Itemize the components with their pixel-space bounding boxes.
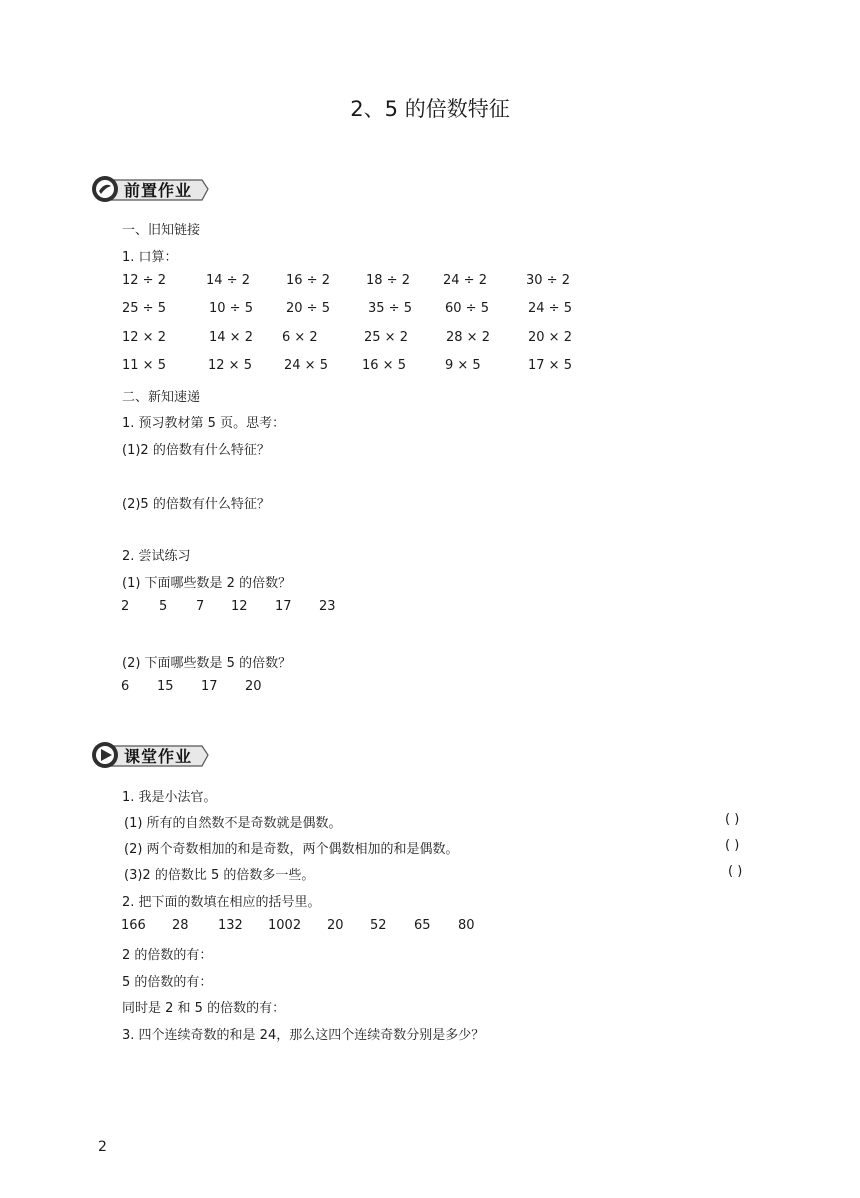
calc-cell: 12 × 5 [208, 358, 252, 373]
try1-number-list [121, 599, 361, 617]
calc-cell: 25 × 2 [364, 330, 408, 345]
calc-cell: 60 ÷ 5 [445, 301, 489, 316]
section-banner-class-homework [90, 740, 210, 770]
judge-statement-3: (3)2 的倍数比 5 的倍数多一些。 [124, 868, 315, 883]
number-item: 65 [414, 918, 431, 933]
calc-cell: 16 × 5 [362, 358, 406, 373]
number-item: 23 [319, 599, 336, 614]
number-item: 52 [370, 918, 387, 933]
number-item: 166 [121, 918, 146, 933]
calc-cell: 11 × 5 [122, 358, 166, 373]
try-question-2: (2) 下面哪些数是 5 的倍数？ [122, 656, 292, 671]
number-item: 28 [172, 918, 189, 933]
answer-paren-2[interactable]: ( ) [725, 838, 740, 853]
answer-paren-3[interactable]: ( ) [728, 864, 743, 879]
fill-multiples-of-2: 2 的倍数的有： [122, 948, 213, 963]
calc-cell: 25 ÷ 5 [122, 301, 166, 316]
number-item: 132 [218, 918, 243, 933]
number-item: 12 [231, 599, 248, 614]
judge-statement-1: (1) 所有的自然数不是奇数就是偶数。 [124, 816, 342, 831]
number-item: 20 [245, 679, 262, 694]
calc-cell: 28 × 2 [446, 330, 490, 345]
answer-paren-1[interactable]: ( ) [725, 812, 740, 827]
banner-text: 课堂作业 [124, 747, 193, 766]
section-banner-pre-homework [90, 174, 210, 204]
calc-cell: 20 × 2 [528, 330, 572, 345]
banner-text: 前置作业 [124, 181, 193, 200]
fill-multiples-of-2-and-5: 同时是 2 和 5 的倍数的有： [122, 1001, 286, 1016]
number-item: 2 [121, 599, 130, 614]
page-title: 2、5 的倍数特征 [350, 97, 510, 121]
calc-cell: 14 ÷ 2 [206, 273, 250, 288]
calc-cell: 9 × 5 [445, 358, 481, 373]
calc-cell: 18 ÷ 2 [366, 273, 410, 288]
calc-cell: 30 ÷ 2 [526, 273, 570, 288]
calc-cell: 24 × 5 [284, 358, 328, 373]
calc-cell: 10 ÷ 5 [209, 301, 253, 316]
fill-label: 2. 把下面的数填在相应的括号里。 [122, 895, 321, 910]
oral-calc-grid [122, 273, 582, 385]
calc-cell: 24 ÷ 5 [528, 301, 572, 316]
calc-cell: 35 ÷ 5 [368, 301, 412, 316]
calc-cell: 14 × 2 [209, 330, 253, 345]
calc-cell: 20 ÷ 5 [286, 301, 330, 316]
number-item: 7 [196, 599, 205, 614]
q1-label: 1. 口算： [122, 250, 178, 265]
judge-label: 1. 我是小法官。 [122, 790, 217, 805]
part1-heading: 一、旧知链接 [122, 223, 201, 238]
try2-number-list [121, 679, 281, 697]
number-item: 1002 [268, 918, 302, 933]
preview-instruction: 1. 预习教材第 5 页。思考： [122, 416, 286, 431]
part2-heading: 二、新知速递 [122, 390, 201, 405]
calc-cell: 6 × 2 [282, 330, 318, 345]
calc-cell: 12 × 2 [122, 330, 166, 345]
number-item: 17 [275, 599, 292, 614]
judge-statement-2: (2) 两个奇数相加的和是奇数，两个偶数相加的和是偶数。 [124, 842, 459, 857]
fill-number-list [121, 918, 501, 936]
number-item: 15 [157, 679, 174, 694]
number-item: 6 [121, 679, 130, 694]
number-item: 5 [159, 599, 168, 614]
calc-cell: 16 ÷ 2 [286, 273, 330, 288]
try-question-1: (1) 下面哪些数是 2 的倍数？ [122, 576, 292, 591]
number-item: 80 [458, 918, 475, 933]
fill-multiples-of-5: 5 的倍数的有： [122, 975, 213, 990]
calc-cell: 24 ÷ 2 [443, 273, 487, 288]
page-number: 2 [98, 1139, 107, 1155]
think-question-2: (2)5 的倍数有什么特征？ [122, 497, 270, 512]
number-item: 17 [201, 679, 218, 694]
think-question-1: (1)2 的倍数有什么特征？ [122, 443, 270, 458]
number-item: 20 [327, 918, 344, 933]
calc-cell: 17 × 5 [528, 358, 572, 373]
question-3: 3. 四个连续奇数的和是 24，那么这四个连续奇数分别是多少？ [122, 1028, 485, 1043]
calc-cell: 12 ÷ 2 [122, 273, 166, 288]
try-label: 2. 尝试练习 [122, 549, 191, 564]
